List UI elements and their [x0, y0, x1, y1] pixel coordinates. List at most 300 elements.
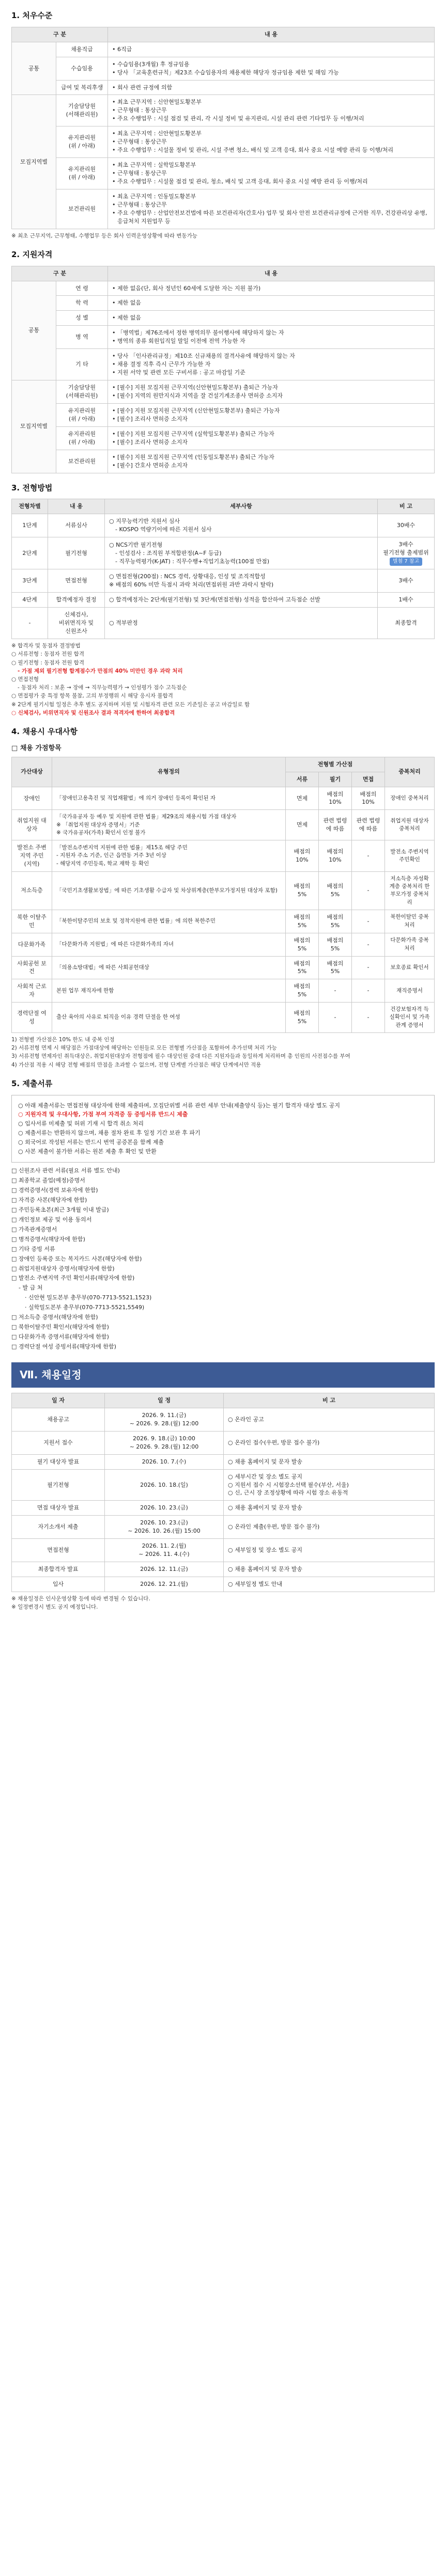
row-value: [108, 126, 435, 158]
list-item: • 최초 근무지역 : 신안현밀도황본부: [112, 98, 430, 106]
bonus-interview: -: [351, 910, 385, 933]
table-row: [12, 1469, 435, 1501]
header-target: 가산대상: [12, 757, 52, 787]
preference-body: [12, 787, 435, 1032]
schedule-remark: ○ 세부일정 및 장소 별도 공지: [224, 1539, 435, 1562]
note-line: - 가점 제외 필기전형 합계점수가 만점의 40% 미만인 경우 과락 처리: [18, 667, 183, 674]
row-key: 채용직급: [56, 42, 108, 57]
table-row: [12, 326, 435, 349]
note-line: 3) 서류전형 면제자인 취득대상은, 취업지원대상자 전형점에 필수 대상인원 중대 다른 지원자들과 동일하게 처리하며 총 인원의 사전점수를 부여: [11, 1053, 350, 1060]
group-label: 모집지역별: [12, 380, 56, 473]
checklist-item: · 실학밀도본부 총무부(070-7713-5521,5549): [25, 1304, 145, 1311]
stage: 2단계: [12, 537, 48, 569]
row-key: 기술담당원 (서해관리원): [56, 95, 108, 126]
row-key: 급여 및 복리후생: [56, 80, 108, 95]
schedule-remark: ○ 채용 홈페이지 및 문자 발송: [224, 1501, 435, 1516]
header-content: 내 용: [108, 266, 435, 281]
table-row: [12, 1003, 435, 1033]
target: 장애인: [12, 787, 52, 810]
list-item: • [필수] 지역의 원만지식과 지역을 잘 건설기계조종사 면허증 소지자: [112, 392, 430, 400]
schedule-remark: ○ 온라인 공고: [224, 1408, 435, 1431]
header-remark: 비 고: [224, 1393, 435, 1408]
bonus-interview: -: [351, 956, 385, 979]
checklist-item: □ 병적증명서(해당자에 한함): [11, 1235, 85, 1243]
definition: 「국가유공자 등 예우 및 지원에 관한 법률」제29조의 채용시험 가점 대상자 ※ 「취업지원 대상자 증명서」기준 ※ 국가유공자(가족) 확인서 인정 불가: [52, 810, 286, 840]
table-row: [12, 281, 435, 296]
table-row: [12, 126, 435, 158]
stage-name: 신체검사, 비위면직자 및 신원조사: [48, 608, 105, 639]
row-key: 학 력: [56, 296, 108, 311]
schedule-date: 2026. 9. 11.(금) ~ 2026. 9. 28.(월) 12:00: [105, 1408, 224, 1431]
row-value-list: [112, 299, 430, 307]
documents-checklist: [11, 1167, 435, 1351]
row-value-list: [112, 314, 430, 322]
list-item: • [필수] 간호사 면허증 소지자: [112, 462, 430, 470]
table-row: [12, 158, 435, 189]
duplicate: 북한이탈민 중복처리: [385, 910, 435, 933]
stage-name: 서류심사: [48, 514, 105, 537]
bonus-interview: -: [351, 979, 385, 1003]
duplicate: 발전소 주변지역 주민확인: [385, 840, 435, 872]
checklist-item: □ 장애인 등록증 또는 복지카드 사본(해당자에 한함): [11, 1255, 142, 1262]
list-item: • 제한 없음(단, 회사 정년인 60세에 도달한 자는 지원 불가): [112, 284, 430, 293]
note-line: ○ 신체검사, 비위면직자 및 신원조사 결과 적격자에 한하여 최종합격: [11, 709, 175, 716]
table-row: [12, 42, 435, 57]
duplicate: 저소득층 자성확계층 중복처리 한부모가정 중복처리: [385, 871, 435, 910]
list-item: • [필수] 지원 모집지원 근무지역 (신안현밀도황본부) 출퇴근 가능자: [112, 407, 430, 415]
list-item: • 「병역법」제76조에서 정한 병역의무 불이행사에 해당하지 않는 자: [112, 329, 430, 337]
preference-subtitle: □ 채용 가점항목: [11, 744, 61, 752]
detail-line: ※ 배점의 60% 미만 득점시 과락 처리(면접위원 과반 과락시 탈락): [109, 581, 274, 589]
schedule-remark: ○ 세부일정 별도 안내: [224, 1577, 435, 1592]
row-value-list: [112, 430, 430, 447]
bonus-doc: 배점의 10%: [285, 840, 318, 872]
schedule-item: 필기전형: [12, 1469, 105, 1501]
row-value: [108, 426, 435, 450]
row-key: 유지관리원 (위 / 아래): [56, 126, 108, 158]
checklist-item: □ 자격증 사본(해당자에 한함): [11, 1196, 87, 1203]
row-value-list: [112, 284, 430, 293]
definition: 「북한이탈주민의 보호 및 정착지원에 관한 법률」에 의한 북한주민: [52, 910, 286, 933]
row-value: [108, 403, 435, 426]
checklist-item: □ 취업지원대상자 증명서(해당자에 한함): [11, 1265, 115, 1272]
schedule-notes: [11, 1595, 435, 1611]
schedule-remark: ○ 채용 홈페이지 및 문자 발송: [224, 1562, 435, 1577]
table-row: [12, 1516, 435, 1539]
table-row: [12, 1454, 435, 1469]
schedule-remark: ○ 온라인 제출(우편, 방문 접수 불가): [224, 1516, 435, 1539]
checklist-item: □ 다문화가족 증명서류(해당자에 한함): [11, 1333, 109, 1341]
notice-line: ○ 외국어로 작성된 서류는 반드시 번역 공증본을 함께 제출: [18, 1139, 164, 1146]
table-row: [12, 910, 435, 933]
table-row: [12, 514, 435, 537]
table-row: [12, 403, 435, 426]
stage-note: 30배수: [378, 514, 435, 537]
stage-note: 1배수: [378, 593, 435, 608]
notice-line: ○ 제출서류는 반환하지 않으며, 채용 절차 완료 후 일정 기간 보관 후 파기: [18, 1130, 201, 1137]
detail-line: ○ 합격예정자는 2단계(필기전형) 및 3단계(면접전형) 성적을 합산하여 고득점순 선발: [109, 596, 320, 603]
bonus-written: 배점의 5%: [318, 956, 351, 979]
stage-detail: [105, 608, 378, 639]
row-key: 보건관리원: [56, 189, 108, 229]
list-item: • 당사 「인사관리규정」제10조 신규채용의 결격사유에 해당하지 않는 자: [112, 352, 430, 360]
row-key: 보건관리원: [56, 450, 108, 473]
detail-line: ○ NCS기반 필기전형: [109, 541, 163, 548]
definition: 「국민기초생활보장법」에 따른 기초생활 수급자 및 차상위계층(한부모가정지원 대상자 포함): [52, 871, 286, 910]
list-item: • 주요 수행업무 : 시설물 정비 및 관리, 시설 주변 청소, 배식 및 고객 응대, 회사 중요 시설 예방 관리 등 이행/처리: [112, 146, 430, 154]
row-key: 유지관리원 (위 / 아래): [56, 158, 108, 189]
bonus-doc: 배점의 5%: [285, 933, 318, 956]
list-item: • 채용 결정 직후 즉시 근무가 가능한 자: [112, 360, 430, 369]
row-value: [108, 80, 435, 95]
row-value-list: [112, 130, 430, 154]
bonus-doc: 면제: [285, 787, 318, 810]
header-content: 내 용: [108, 27, 435, 42]
detail-line: - 직무능력평가(K-JAT) : 직무수행+직업기초능력(100점 만점): [115, 558, 270, 565]
section-title-qualifications: 2. 지원자격: [11, 249, 53, 259]
row-value: [108, 42, 435, 57]
header-stage: 전형차별: [12, 499, 48, 514]
row-value: [108, 281, 435, 296]
list-item: • [필수] 지원 모집지원 근무지역(신안현밀도황본부) 출퇴근 가능자: [112, 384, 430, 392]
bonus-written: -: [318, 979, 351, 1003]
list-item: • 제한 없음: [112, 299, 430, 307]
row-value: [108, 311, 435, 326]
bonus-doc: 배점의 5%: [285, 956, 318, 979]
table-row: [12, 349, 435, 380]
selection-notes: [11, 642, 435, 717]
list-item: • [필수] 지원 모집지원 근무지역 (실학밀도황본부) 출퇴근 가능자: [112, 430, 430, 438]
documents-notice-box: [11, 1095, 435, 1163]
range-badge: 별첨 7 참고: [390, 558, 422, 566]
bonus-written: 배점의 5%: [318, 910, 351, 933]
table-row: [12, 95, 435, 126]
stage: 3단계: [12, 569, 48, 593]
table-row: [12, 311, 435, 326]
schedule-remark: ○ 채용 홈페이지 및 문자 발송: [224, 1454, 435, 1469]
header-definition: 유형정의: [52, 757, 286, 787]
list-item: • 근무형태 : 통상근무: [112, 169, 430, 178]
schedule-item: 지원서 접수: [12, 1431, 105, 1454]
detail-line: ○ 지무능력기반 지원서 심사: [109, 518, 180, 525]
definition: 「의용소방대법」에 따른 사회공헌대상: [52, 956, 286, 979]
schedule-date: 2026. 10. 18.(일): [105, 1469, 224, 1501]
list-item: • [필수] 조리사 면허증 소지자: [112, 438, 430, 447]
row-key: 기술담당원 (서해관리원): [56, 380, 108, 404]
definition: 「다문화가족 지원법」에 따른 다문화가족의 자녀: [52, 933, 286, 956]
bonus-interview: 배점의 10%: [351, 787, 385, 810]
table-row: [12, 450, 435, 473]
header-schedule: 일 정: [105, 1393, 224, 1408]
row-value-list: [112, 45, 430, 54]
section-title-preferences: 4. 채용시 우대사항: [11, 727, 78, 737]
bonus-interview: -: [351, 840, 385, 872]
table-row: [12, 426, 435, 450]
list-item: • 최초 근무지역 : 인동밀도황본부: [112, 193, 430, 201]
row-key: 연 령: [56, 281, 108, 296]
row-value-list: [112, 352, 430, 377]
notice-line: ○ 지원자격 및 우대사항, 가점 부여 자격증 등 증빙서류 반드시 제출: [18, 1111, 188, 1118]
bonus-interview: -: [351, 933, 385, 956]
note-line: ※ 채용일정은 인사운영상황 등에 따라 변경될 수 있습니다.: [11, 1595, 150, 1602]
list-item: • 수습임용(3개월) 후 정규임용: [112, 60, 430, 69]
note-line: ○ 면접전형: [11, 676, 39, 682]
list-item: • 회사 관련 규정에 의함: [112, 84, 430, 92]
list-item: • 병역의 종류 회원입직일 말일 이전에 전역 가능한 자: [112, 337, 430, 345]
table-row: [12, 537, 435, 569]
row-value: [108, 158, 435, 189]
row-key: 유지관리원 (위 / 아래): [56, 403, 108, 426]
target: 취업지원 대상자: [12, 810, 52, 840]
table-row: [12, 1501, 435, 1516]
stage-name: 면접전형: [48, 569, 105, 593]
list-item: • 지원 서약 및 관련 모든 구비서류 : 공고 마감일 기준: [112, 369, 430, 377]
stage-note: 최종합격: [378, 608, 435, 639]
checklist-item: □ 신원조사 관련 서류(필요 서류 별도 안내): [11, 1167, 120, 1174]
list-item: • 근무형태 : 통상근무: [112, 201, 430, 209]
notice-line: ○ 사본 제출이 불가한 서류는 원본 제출 후 확인 및 반환: [18, 1148, 157, 1155]
table-row: [12, 1577, 435, 1592]
bonus-doc: 배점의 5%: [285, 871, 318, 910]
table-row: [12, 1431, 435, 1454]
header-interview: 면접: [351, 772, 385, 787]
stage-name: 필기전형: [48, 537, 105, 569]
bonus-written: 배점의 10%: [318, 787, 351, 810]
row-value-list: [112, 453, 430, 470]
table-row: [12, 593, 435, 608]
group-label: 공통: [12, 281, 56, 380]
stage: 1단계: [12, 514, 48, 537]
row-value-list: [112, 193, 430, 226]
schedule-date: 2026. 12. 11.(금): [105, 1562, 224, 1577]
bonus-doc: 배점의 5%: [285, 979, 318, 1003]
definition: 본원 업무 재직자에 한함: [52, 979, 286, 1003]
table-row: [12, 840, 435, 872]
checklist-item: □ 개인정보 제공 및 이용 동의서: [11, 1216, 92, 1223]
row-value: [108, 95, 435, 126]
stage-detail: [105, 593, 378, 608]
table-row: [12, 380, 435, 404]
schedule-item: 최종합격자 발표: [12, 1562, 105, 1577]
definition: 출산 육아의 사유로 퇴직을 이유 경력 단절을 한 여성: [52, 1003, 286, 1033]
table-row: [12, 1408, 435, 1431]
checklist-item: □ 최종학교 졸업(예정)증명서: [11, 1177, 85, 1184]
duplicate: 건강보험자격 득실확인서 및 가족관계 증명서: [385, 1003, 435, 1033]
treatment-body: [12, 42, 435, 229]
notice-line: ○ 아래 제출서류는 면접전형 대상자에 한해 제출하며, 모집단위별 서류 관련 세부 안내(제출양식 등)는 필기 합격자 대상 별도 공지: [18, 1102, 341, 1109]
checklist-item: □ 경력증명서(경력 보유자에 한함): [11, 1187, 98, 1194]
schedule-item: 필기 대상자 발표: [12, 1454, 105, 1469]
schedule-banner: Ⅶ. 채용일정: [11, 1362, 435, 1388]
note-line: 2) 서류전형 면제 시 해당점은 가점대상에 해당하는 인원들로 모든 전형별 가산점을 포함하여 추가선택 처리 가능: [11, 1045, 277, 1052]
list-item: • 주요 수행업무 : 시설 점검 및 관리, 각 시설 정비 및 유지관리, 시설 관리 관련 기타업무 등 이행/처리: [112, 115, 430, 123]
stage-detail: [105, 569, 378, 593]
table-row: [12, 979, 435, 1003]
bonus-written: 배점의 5%: [318, 933, 351, 956]
header-name: 내 용: [48, 499, 105, 514]
bonus-interview: -: [351, 871, 385, 910]
duplicate: 재직증명서: [385, 979, 435, 1003]
checklist-item: □ 경력단절 여성 증빙서류(해당자에 한함): [11, 1343, 116, 1350]
row-key: 기 타: [56, 349, 108, 380]
selection-body: [12, 514, 435, 639]
header-doc: 서류: [285, 772, 318, 787]
detail-line: ○ 면접전형(200점) : NCS 경력, 상황대응, 인성 및 조직적합성: [109, 573, 266, 580]
row-value: [108, 326, 435, 349]
checklist-item: □ 주민등록초본(최근 3개월 이내 발급): [11, 1206, 109, 1213]
schedule-item: 입사: [12, 1577, 105, 1592]
selection-table: [11, 499, 435, 639]
note-line: ※ 합격자 및 동점자 결정방법: [11, 643, 81, 649]
note-line: ○ 서류전형 : 동점자 전원 합격: [11, 651, 84, 658]
table-row: [12, 933, 435, 956]
detail-line: ○ 적부판정: [109, 619, 138, 627]
schedule-item: 면접 대상자 발표: [12, 1501, 105, 1516]
bonus-interview: 관련 법령에 따름: [351, 810, 385, 840]
note-line: ○ 면접평가 중 특정 항목 불참, 고의 부정행위 시 해당 응시자 불합격: [11, 693, 173, 699]
preference-notes: [11, 1036, 435, 1069]
table-row: [12, 296, 435, 311]
table-row: [12, 608, 435, 639]
table-row: [12, 871, 435, 910]
schedule-item: 자기소개서 제출: [12, 1516, 105, 1539]
bonus-written: 배점의 10%: [318, 840, 351, 872]
bonus-doc: 면제: [285, 810, 318, 840]
checklist-item: - 발 급 처: [19, 1284, 43, 1292]
row-value-list: [112, 407, 430, 423]
header-detail: 세부사항: [105, 499, 378, 514]
schedule-item: 채용공고: [12, 1408, 105, 1431]
row-value: [108, 349, 435, 380]
header-date: 일 자: [12, 1393, 105, 1408]
row-value-list: [112, 98, 430, 123]
notice-line: ○ 입사서류 미제출 및 허위 기재 시 합격 취소 처리: [18, 1120, 144, 1127]
table-row: [12, 1539, 435, 1562]
detail-line: - KOSPO 역량기이에 따른 지원서 심사: [115, 526, 212, 533]
bonus-doc: 배점의 5%: [285, 1003, 318, 1033]
list-item: • 주요 수행업무 : 산업안전보건법에 따른 보건관리자(간호사) 업무 및 회사 안전 보건관리규정에 근거한 직무, 건강관리상 유병, 응급처치 지원업무 등: [112, 209, 430, 226]
table-row: [12, 787, 435, 810]
target: 발전소 주변지역 주민 (지역): [12, 840, 52, 872]
preference-subtitle-text: 채용 가점항목: [20, 744, 61, 752]
schedule-body: [12, 1408, 435, 1592]
bonus-written: 관련 법령에 따름: [318, 810, 351, 840]
table-row: [12, 1562, 435, 1577]
note-line: ○ 필기전형 : 동점자 전원 합격: [11, 659, 84, 666]
schedule-table: [11, 1393, 435, 1592]
table-row: [12, 80, 435, 95]
list-item: • 최초 근무지역 : 실학밀도황본부: [112, 161, 430, 169]
target: 저소득층: [12, 871, 52, 910]
stage-note: 3배수 필기전형 출제범위 별첨 7 참고: [378, 537, 435, 569]
checklist-item: □ 가족관계증명서: [11, 1226, 57, 1233]
target: 북한 이탈주민: [12, 910, 52, 933]
preference-table: [11, 757, 435, 1033]
list-item: • 제한 없음: [112, 314, 430, 322]
table-row: [12, 569, 435, 593]
duplicate: 다문화가족 중복처리: [385, 933, 435, 956]
row-value: [108, 57, 435, 80]
stage: 4단계: [12, 593, 48, 608]
checklist-item: □ 저소득층 증명서(해당자에 한함): [11, 1314, 98, 1321]
duplicate: 장애인 중복처리: [385, 787, 435, 810]
schedule-remark: ○ 온라인 접수(우편, 방문 접수 불가): [224, 1431, 435, 1454]
table-row: [12, 956, 435, 979]
section-title-treatment: 1. 처우수준: [11, 11, 53, 20]
row-key: 수습임용: [56, 57, 108, 80]
detail-line: - 인성검사 : 조직원 부적합판정(A~F 등급): [115, 549, 222, 556]
target: 사회적 근로자: [12, 979, 52, 1003]
row-key: 성 별: [56, 311, 108, 326]
list-item: • 근무형태 : 통상근무: [112, 106, 430, 115]
group-label: 모집지역별: [12, 95, 56, 229]
table-row: [12, 810, 435, 840]
qualification-table: [11, 266, 435, 473]
header-category: 구 분: [12, 27, 108, 42]
bonus-written: -: [318, 1003, 351, 1033]
list-item: • [필수] 지원 모집지원 근무지역 (인동밀도황본부) 출퇴근 가능자: [112, 453, 430, 462]
stage-detail: [105, 514, 378, 537]
row-value: [108, 189, 435, 229]
row-value: [108, 380, 435, 404]
stage-note: 3배수: [378, 569, 435, 593]
table-row: [12, 189, 435, 229]
schedule-date: 2026. 12. 21.(월): [105, 1577, 224, 1592]
stage-name: 합격예정자 결정: [48, 593, 105, 608]
list-item: • 최초 근무지역 : 신안현밀도황본부: [112, 130, 430, 138]
definition: 「장애인고용촉진 및 직업재활법」에 의거 장애인 등록이 확인된 자: [52, 787, 286, 810]
header-bonus: 전형별 가산점: [285, 757, 385, 772]
row-value-list: [112, 329, 430, 345]
schedule-date: 2026. 9. 18.(금) 10:00 ~ 2026. 9. 28.(월) 12:00: [105, 1431, 224, 1454]
note-line: 4) 가산점 적용 시 해당 전형 배점의 만점을 초과할 수 없으며, 전형 단계별 가산점은 해당 단계에서만 적용: [11, 1061, 262, 1068]
note-line: ※ 2단계 필기시험 일정은 추후 별도 공지하며 지원 및 시험자격 관련 모든 기준일은 공고 마감일로 함: [11, 701, 250, 708]
bonus-written: 배점의 5%: [318, 871, 351, 910]
bonus-interview: -: [351, 1003, 385, 1033]
schedule-date: 2026. 10. 7.(수): [105, 1454, 224, 1469]
target: 다문화가족: [12, 933, 52, 956]
checklist-item: □ 북한이탈주민 확인서(해당자에 한함): [11, 1324, 109, 1331]
row-value: [108, 450, 435, 473]
stage: -: [12, 608, 48, 639]
header-category: 구 분: [12, 266, 108, 281]
checklist-item: □ 기타 증빙 서류: [11, 1245, 55, 1252]
treatment-table: [11, 27, 435, 229]
row-value-list: [112, 84, 430, 92]
schedule-date: 2026. 10. 23.(금): [105, 1501, 224, 1516]
list-item: • 당사 「교육훈련규칙」제23조 수습임용자의 채용제한 해당자 정규임용 제한 및 해임 가능: [112, 69, 430, 77]
bonus-doc: 배점의 5%: [285, 910, 318, 933]
row-key: 병 역: [56, 326, 108, 349]
note-line: ※ 일정변경시 별도 공지 예정입니다.: [11, 1604, 98, 1611]
schedule-date: 2026. 10. 23.(금) ~ 2026. 10. 26.(월) 15:00: [105, 1516, 224, 1539]
table-row: [12, 57, 435, 80]
note-line: - 동점자 처리 : 보훈 → 장애 → 직무능력평가 → 인성평가 점수 고득점순: [18, 685, 187, 691]
section-title-selection: 3. 전형방법: [11, 483, 53, 492]
schedule-remark: ○ 세부시간 및 장소 별도 공지 ○ 지원서 접수 시 시험장소선택 필수(부산, 서울) ○ 신, 근시 장 조정상황에 따라 시험 장소 유동적: [224, 1469, 435, 1501]
header-note: 비 고: [378, 499, 435, 514]
definition: 「발전소주변지역 지원에 관한 법률」제15조 해당 주민 - 지원자 주소 기준, 인근 읍면동 거주 3년 이상 - 해당지역 주민등록, 학교 재학 등 확인: [52, 840, 286, 872]
target: 사회공헌 보건: [12, 956, 52, 979]
checklist-item: □ 발전소 주변지역 주민 확인서류(해당자에 한함): [11, 1275, 135, 1282]
row-value: [108, 296, 435, 311]
treatment-footnote: ※ 최초 근무지역, 근무형태, 수행업무 등은 회사 인력운영상황에 따라 변동가능: [11, 232, 197, 239]
row-value-list: [112, 161, 430, 186]
row-value-list: [112, 384, 430, 400]
list-item: • 주요 수행업무 : 시설물 점검 및 관리, 청소, 배식 및 고객 응대, 회사 중요 시설 예방 관리 등 이행/처리: [112, 178, 430, 186]
list-item: • [필수] 조리사 면허증 소지자: [112, 415, 430, 423]
group-label: 공통: [12, 42, 56, 95]
